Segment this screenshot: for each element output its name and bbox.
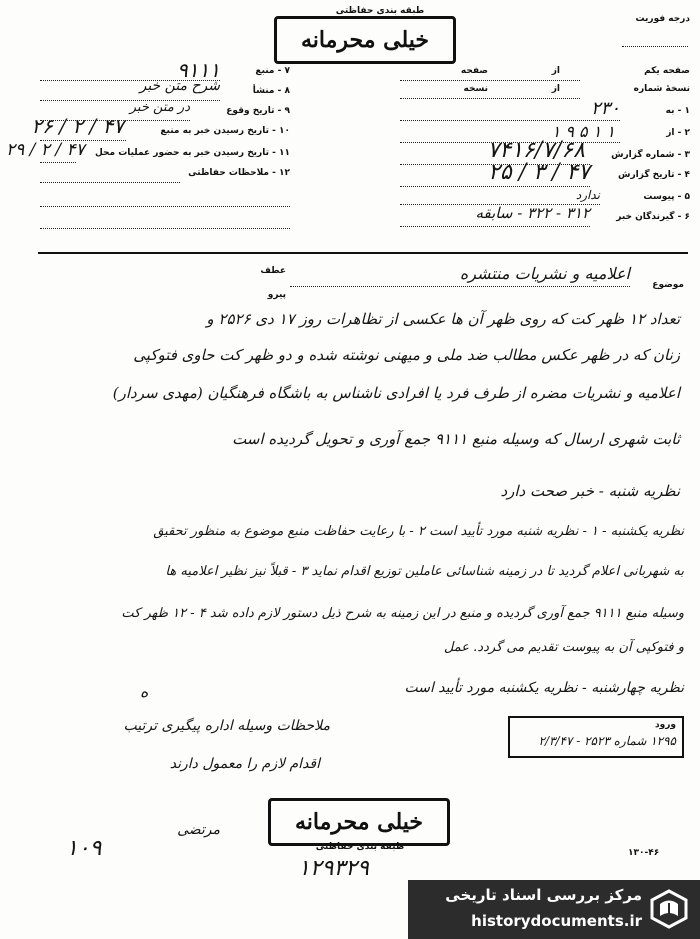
copy-of-label: از bbox=[551, 84, 560, 94]
subject-label: موضوع bbox=[652, 280, 684, 290]
local-received-label: ۱۱ - تاریخ رسیدن خبر به حضور عملیات محل bbox=[94, 148, 290, 158]
header-stamp-text: خیلی محرمانه bbox=[300, 27, 430, 53]
inbox-stamp-line-2: ۱۲۹۵ شماره ۲۵۲۳ - ۲/۳/۴۷ bbox=[538, 734, 676, 748]
footer-left-number: ۱۰۹ bbox=[66, 836, 102, 861]
footer-classification-label: طبقه بندی حفاظتی bbox=[315, 842, 405, 852]
origin-label: ۸ - منشأ bbox=[252, 86, 290, 96]
page-label: صفحه یکم bbox=[644, 66, 690, 76]
origin-value: شرح متن خبر bbox=[139, 78, 220, 94]
archive-logo-icon bbox=[648, 888, 690, 930]
source-received-value: ۲۶ / ۲ / ۴۷ bbox=[31, 114, 124, 138]
footer-form-code: ۱۳۰-۴۶ bbox=[628, 848, 660, 858]
footer-top-secret-stamp bbox=[268, 798, 450, 846]
opinion-line-2: به شهربانی اعلام گردید تا در زمینه شناسائی عاملین توزیع اقدام نماید ۳ - قبلاً نیز نظیر اعلامیه ها bbox=[165, 564, 684, 579]
recipients-label: ۶ - گیرندگان خبر bbox=[616, 212, 690, 222]
urgency-line bbox=[622, 46, 688, 47]
local-received-value: ۲۹ / ۲ / ۴۷ bbox=[6, 140, 85, 160]
page-line bbox=[400, 80, 580, 81]
copy-total-label: نسخه bbox=[463, 84, 488, 94]
watermark-banner bbox=[408, 880, 700, 939]
ref-label: عطف bbox=[260, 266, 286, 276]
urgency-label: درجه فوریت bbox=[635, 14, 690, 24]
watermark-fa-text: مرکز بررسی اسناد تاریخی bbox=[445, 886, 642, 904]
opinion-line-3: وسیله منبع ۹۱۱۱ جمع آوری گردیده و منبع در این زمینه به شرح ذیل دستور لازم داده شد ۴ - ۱۲ ظهر کت bbox=[121, 606, 684, 621]
watermark-en-text: historydocuments.ir bbox=[471, 912, 642, 930]
security-notes-line-3 bbox=[40, 228, 290, 229]
body-line-4: ثابت شهری ارسال که وسیله منبع ۹۱۱۱ جمع آوری و تحویل گردیده است bbox=[232, 430, 680, 448]
from-label: ۲ - از bbox=[666, 128, 690, 138]
footer-stamp-text: خیلی محرمانه bbox=[294, 809, 424, 835]
copy-label: نسخهٔ شماره bbox=[633, 84, 690, 94]
report-date-label: ۴ - تاریخ گزارش bbox=[618, 170, 690, 180]
security-notes-line bbox=[40, 182, 180, 183]
report-no-label: ۳ - شماره گزارش bbox=[611, 150, 690, 160]
opinion-line-5: نظریه چهارشنبه - نظریه یکشنبه مورد تأیید است bbox=[404, 680, 684, 696]
recipients-line bbox=[400, 226, 590, 227]
body-line-2: زنان که در ظهر عکس مطالب ضد ملی و میهنی نوشته شده و دو ظهر کت حاوی فتوکپی bbox=[133, 346, 680, 364]
report-date-value: ۲۵ / ۳ / ۴۷ bbox=[488, 160, 590, 185]
page-total-label: صفحه bbox=[460, 66, 488, 76]
signature-initial: ه bbox=[140, 682, 149, 701]
security-notes-line-2 bbox=[40, 206, 290, 207]
footer-handwritten-initial: مرتضی bbox=[177, 822, 220, 838]
attach-ref-label: پیرو bbox=[267, 290, 286, 300]
opinion-line-4: و فتوکپی آن به پیوست تقدیم می گردد. عمل bbox=[443, 640, 684, 655]
header-divider bbox=[38, 252, 688, 254]
opinion-line-1: نظریه یکشنبه - ۱ - نظریه شنبه مورد تأیید است ۲ - با رعایت حفاظت منبع موضوع به منظور تحقیق bbox=[153, 524, 684, 539]
body-line-1: تعداد ۱۲ ظهر کت که روی ظهر آن ها عکسی از تظاهرات روز ۱۷ دی ۲۵۲۶ و bbox=[206, 310, 680, 328]
to-label: ۱ - به bbox=[665, 106, 690, 116]
signature-line-2: اقدام لازم را معمول دارند bbox=[169, 756, 320, 772]
to-value: ۲۳۰ bbox=[590, 98, 620, 119]
recipients-value: ۳۱۲ - ۳۲۲ - سابقه bbox=[475, 204, 590, 222]
from-value: ۱ ۹ ۵ ۱ ۱ bbox=[551, 122, 615, 141]
signature-line-1: ملاحظات وسیله اداره پیگیری ترتیب bbox=[123, 718, 330, 734]
header-classification-label: طبقه بندی حفاظتی bbox=[335, 6, 425, 16]
opinion-source: نظریه شنبه - خبر صحت دارد bbox=[500, 482, 680, 500]
attachment-label: ۵ - پیوست bbox=[643, 192, 690, 202]
attachment-value: ندارد bbox=[575, 188, 600, 202]
source-value: ۹۱۱۱ bbox=[177, 58, 220, 82]
inbox-stamp bbox=[508, 716, 684, 758]
body-line-3: اعلامیه و نشریات مضره از طرف فرد یا افرادی ناشناس به باشگاه فرهنگیان (مهدی سردار) bbox=[112, 384, 680, 402]
page-of-label: از bbox=[551, 66, 560, 76]
inbox-stamp-line-1: ورود bbox=[655, 720, 676, 730]
occurrence-value: در متن خبر bbox=[129, 100, 190, 115]
source-received-label: ۱۰ - تاریخ رسیدن خبر به منبع bbox=[160, 126, 290, 136]
footer-archive-number: ۱۲۹۳۲۹ bbox=[298, 856, 369, 881]
local-received-line bbox=[40, 162, 76, 163]
subject-value: اعلامیه و نشریات منتشره bbox=[459, 264, 630, 283]
subject-line bbox=[290, 286, 630, 287]
to-line bbox=[400, 120, 620, 121]
header-top-secret-stamp bbox=[274, 16, 456, 64]
report-date-line bbox=[400, 186, 590, 187]
security-notes-label: ۱۲ - ملاحظات حفاظتی bbox=[188, 168, 290, 178]
source-label: ۷ - منبع bbox=[255, 66, 290, 76]
occurrence-label: ۹ - تاریخ وقوع bbox=[226, 106, 290, 116]
report-no-value: ۷۴۱۶/۷/۶۸ bbox=[487, 138, 585, 163]
